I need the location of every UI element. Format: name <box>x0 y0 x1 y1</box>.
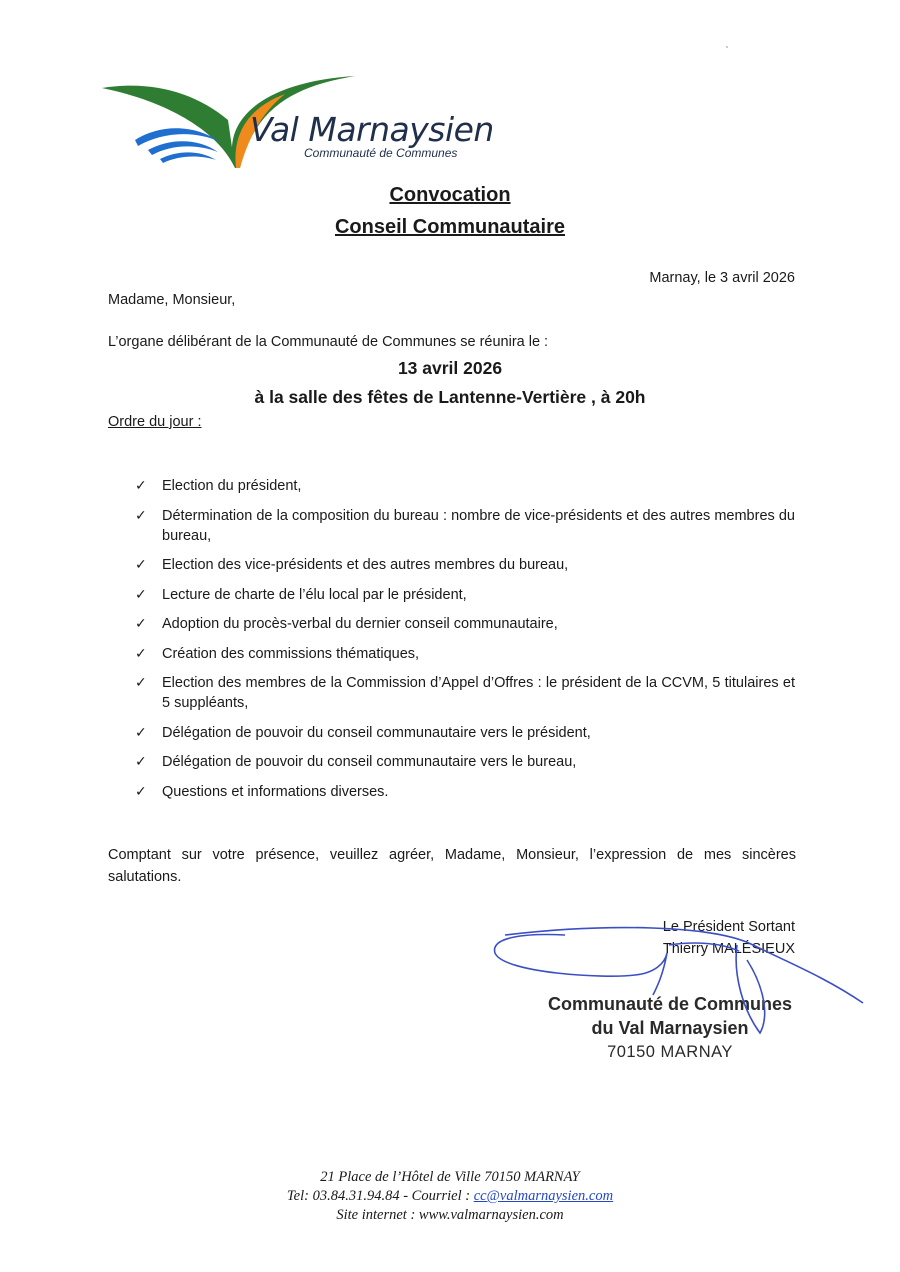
checkmark-icon: ✓ <box>135 557 147 573</box>
signature-stroke-1 <box>495 935 667 995</box>
document-subtitle: Conseil Communautaire <box>334 216 566 238</box>
footer <box>0 1168 900 1225</box>
intro-text: L’organe délibérant de la Communauté de Communes se réunira le : <box>108 334 549 350</box>
footer-website: Site internet : www.valmarnaysien.com <box>336 1207 564 1223</box>
checkmark-icon: ✓ <box>135 478 147 494</box>
checkmark-icon: ✓ <box>135 754 147 770</box>
meeting-place: à la salle des fêtes de Lantenne-Vertière , à 20h <box>254 387 646 407</box>
agenda-item: ✓ Election des vice-présidents et des autres membres du bureau, <box>135 557 569 573</box>
signatory-role: Le Président Sortant <box>662 919 795 935</box>
document-title: Convocation <box>389 184 511 206</box>
checkmark-icon: ✓ <box>135 783 147 800</box>
checkmark-icon: ✓ <box>135 507 147 524</box>
footer-tel: Tel: 03.84.31.94.84 - Courriel : <box>286 1188 471 1204</box>
meeting-date: 13 avril 2026 <box>397 358 503 378</box>
scan-speck <box>726 46 728 48</box>
handwritten-signature-icon <box>485 915 870 1045</box>
checkmark-icon: ✓ <box>135 675 147 691</box>
agenda-item: ✓ Election du président, <box>135 478 302 494</box>
place-date: Marnay, le 3 avril 2026 <box>649 270 795 286</box>
checkmark-icon: ✓ <box>135 616 147 632</box>
checkmark-icon: ✓ <box>135 586 147 603</box>
logo-subtitle: Communauté de Communes <box>304 146 458 160</box>
stamp-line-1: Communauté de Communes <box>547 994 793 1014</box>
agenda-item: ✓ Délégation de pouvoir du conseil communautaire vers le président, <box>135 724 591 741</box>
signature-stroke-4 <box>669 943 739 951</box>
logo-name: Val Marnaysien <box>250 110 494 149</box>
stamp-line-2: du Val Marnaysien <box>591 1018 749 1038</box>
salutation: Madame, Monsieur, <box>108 292 236 308</box>
signature-stroke-3 <box>736 945 765 1033</box>
logo-wave-3 <box>160 152 216 163</box>
agenda-title: Ordre du jour : <box>108 414 202 430</box>
agenda-item: ✓ Détermination de la composition du bureau : nombre de vice-présidents et des autres membres du bureau, <box>135 507 795 544</box>
agenda-item: ✓ Lecture de charte de l’élu local par le président, <box>135 586 467 603</box>
signature-stroke-2 <box>505 928 863 1003</box>
agenda-item: ✓ Adoption du procès-verbal du dernier conseil communautaire, <box>135 616 558 632</box>
signatory-name: Thierry MALÉSIEUX <box>662 941 795 957</box>
agenda-item: ✓ Election des membres de la Commission d’Appel d’Offres : le président de la CCVM, 5 titulaires et 5 suppléants, <box>135 675 795 711</box>
checkmark-icon: ✓ <box>135 724 147 741</box>
agenda-item: ✓ Questions et informations diverses. <box>135 783 389 800</box>
footer-address: 21 Place de l’Hôtel de Ville 70150 MARNAY <box>320 1169 580 1185</box>
checkmark-icon: ✓ <box>135 645 147 662</box>
agenda-list <box>135 476 795 811</box>
agenda-item: ✓ Création des commissions thématiques, <box>135 645 420 662</box>
footer-contact <box>0 1187 900 1206</box>
closing-text: Comptant sur votre présence, veuillez agréer, Madame, Monsieur, l’expression de mes sincères salutations. <box>108 847 796 885</box>
stamp-line-3: 70150 MARNAY <box>607 1043 733 1061</box>
footer-email-link[interactable]: cc@valmarnaysien.com <box>473 1188 614 1204</box>
agenda-item: ✓ Délégation de pouvoir du conseil communautaire vers le bureau, <box>135 754 577 770</box>
